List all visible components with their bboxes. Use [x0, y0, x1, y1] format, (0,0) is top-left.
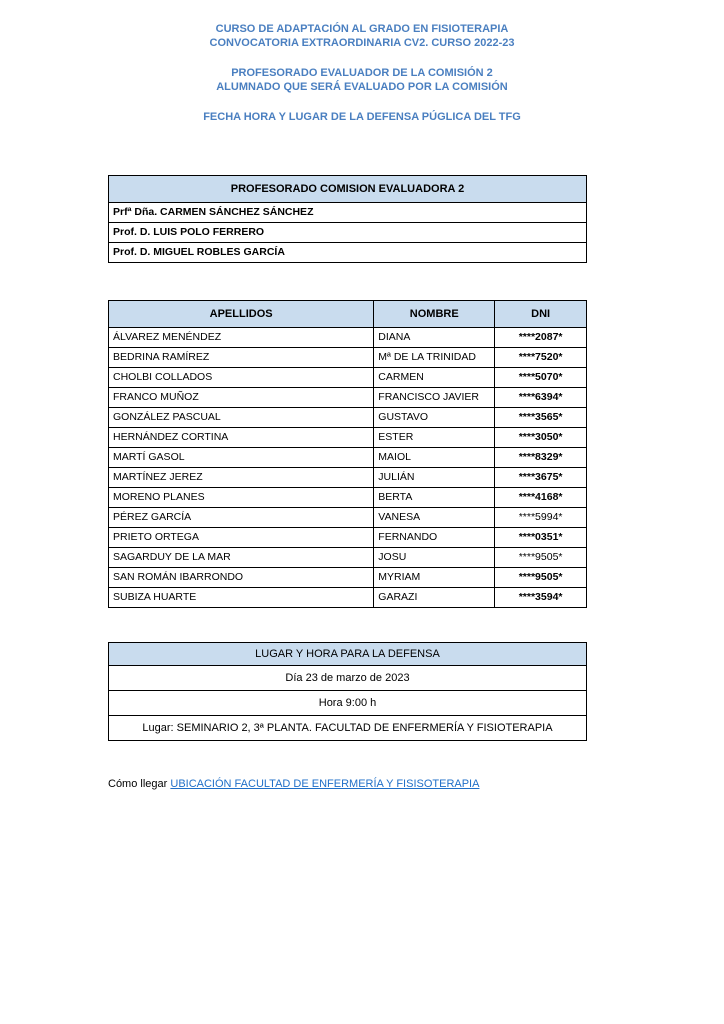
cell-nombre: JULIÁN	[374, 468, 495, 488]
column-header-apellidos: APELLIDOS	[109, 301, 374, 328]
cell-apellidos: BEDRINA RAMÍREZ	[109, 348, 374, 368]
cell-apellidos: SAGARDUY DE LA MAR	[109, 548, 374, 568]
como-llegar-label: Cómo llegar	[108, 778, 168, 790]
alumnos-table	[108, 300, 587, 608]
table-row	[109, 408, 587, 428]
ubicacion-link[interactable]: UBICACIÓN FACULTAD DE ENFERMERÍA Y FISISOTERAPIA	[170, 778, 480, 790]
cell-apellidos: FRANCO MUÑOZ	[109, 388, 374, 408]
header-fecha-title: FECHA HORA Y LUGAR DE LA DEFENSA PÚGLICA DEL TFG	[203, 111, 521, 123]
cell-dni: ****3594*	[495, 588, 587, 608]
document-header	[0, 22, 724, 124]
cell-nombre: CARMEN	[374, 368, 495, 388]
cell-dni: ****9505*	[495, 548, 587, 568]
column-header-dni: DNI	[495, 301, 587, 328]
table-row	[109, 528, 587, 548]
cell-nombre: FERNANDO	[374, 528, 495, 548]
cell-apellidos: MORENO PLANES	[109, 488, 374, 508]
cell-dni: ****5070*	[495, 368, 587, 388]
cell-dni: ****8329*	[495, 448, 587, 468]
cell-apellidos: PÉREZ GARCÍA	[109, 508, 374, 528]
table-row	[109, 428, 587, 448]
cell-dni: ****3675*	[495, 468, 587, 488]
profesorado-table-header: PROFESORADO COMISION EVALUADORA 2	[109, 176, 587, 203]
cell-nombre: ESTER	[374, 428, 495, 448]
cell-apellidos: MARTÍ GASOL	[109, 448, 374, 468]
cell-apellidos: GONZÁLEZ PASCUAL	[109, 408, 374, 428]
cell-dni: ****3050*	[495, 428, 587, 448]
cell-apellidos: PRIETO ORTEGA	[109, 528, 374, 548]
cell-apellidos: HERNÁNDEZ CORTINA	[109, 428, 374, 448]
cell-dni: ****5994*	[495, 508, 587, 528]
cell-nombre: JOSU	[374, 548, 495, 568]
defensa-hora: Hora 9:00 h	[109, 691, 587, 716]
cell-dni: ****7520*	[495, 348, 587, 368]
profesor-row: Prfª Dña. CARMEN SÁNCHEZ SÁNCHEZ	[109, 203, 587, 223]
cell-nombre: BERTA	[374, 488, 495, 508]
header-profesorado-title: PROFESORADO EVALUADOR DE LA COMISIÓN 2	[231, 67, 493, 79]
como-llegar-line	[108, 778, 479, 790]
cell-apellidos: CHOLBI COLLADOS	[109, 368, 374, 388]
cell-nombre: MYRIAM	[374, 568, 495, 588]
header-alumnado-title: ALUMNADO QUE SERÁ EVALUADO POR LA COMISIÓN	[216, 81, 508, 93]
profesor-row: Prof. D. LUIS POLO FERRERO	[109, 223, 587, 243]
cell-apellidos: SUBIZA HUARTE	[109, 588, 374, 608]
cell-apellidos: SAN ROMÁN IBARRONDO	[109, 568, 374, 588]
table-row	[109, 548, 587, 568]
table-row	[109, 508, 587, 528]
table-row	[109, 568, 587, 588]
table-row	[109, 348, 587, 368]
cell-dni: ****9505*	[495, 568, 587, 588]
header-course-title: CURSO DE ADAPTACIÓN AL GRADO EN FISIOTERAPIA	[215, 23, 509, 35]
column-header-nombre: NOMBRE	[374, 301, 495, 328]
cell-nombre: Mª DE LA TRINIDAD	[374, 348, 495, 368]
cell-nombre: FRANCISCO JAVIER	[374, 388, 495, 408]
cell-dni: ****3565*	[495, 408, 587, 428]
cell-dni: ****4168*	[495, 488, 587, 508]
defensa-fecha: Día 23 de marzo de 2023	[109, 666, 587, 691]
cell-dni: ****6394*	[495, 388, 587, 408]
defensa-table	[108, 642, 587, 741]
cell-nombre: MAIOL	[374, 448, 495, 468]
cell-nombre: DIANA	[374, 328, 495, 348]
cell-nombre: VANESA	[374, 508, 495, 528]
table-row	[109, 488, 587, 508]
cell-nombre: GUSTAVO	[374, 408, 495, 428]
defensa-lugar: Lugar: SEMINARIO 2, 3ª PLANTA. FACULTAD DE ENFERMERÍA Y FISIOTERAPIA	[109, 716, 587, 741]
table-row	[109, 588, 587, 608]
cell-apellidos: ÁLVAREZ MENÉNDEZ	[109, 328, 374, 348]
header-convocatoria: CONVOCATORIA EXTRAORDINARIA CV2. CURSO 2022-23	[209, 37, 515, 49]
table-row	[109, 368, 587, 388]
cell-dni: ****2087*	[495, 328, 587, 348]
alumnos-table-body	[109, 328, 587, 608]
table-row	[109, 388, 587, 408]
cell-nombre: GARAZI	[374, 588, 495, 608]
table-row	[109, 328, 587, 348]
table-row	[109, 468, 587, 488]
table-row	[109, 448, 587, 468]
profesor-row: Prof. D. MIGUEL ROBLES GARCÍA	[109, 243, 587, 263]
defensa-table-header: LUGAR Y HORA PARA LA DEFENSA	[109, 643, 587, 666]
cell-dni: ****0351*	[495, 528, 587, 548]
profesorado-table	[108, 175, 587, 263]
cell-apellidos: MARTÍNEZ JEREZ	[109, 468, 374, 488]
